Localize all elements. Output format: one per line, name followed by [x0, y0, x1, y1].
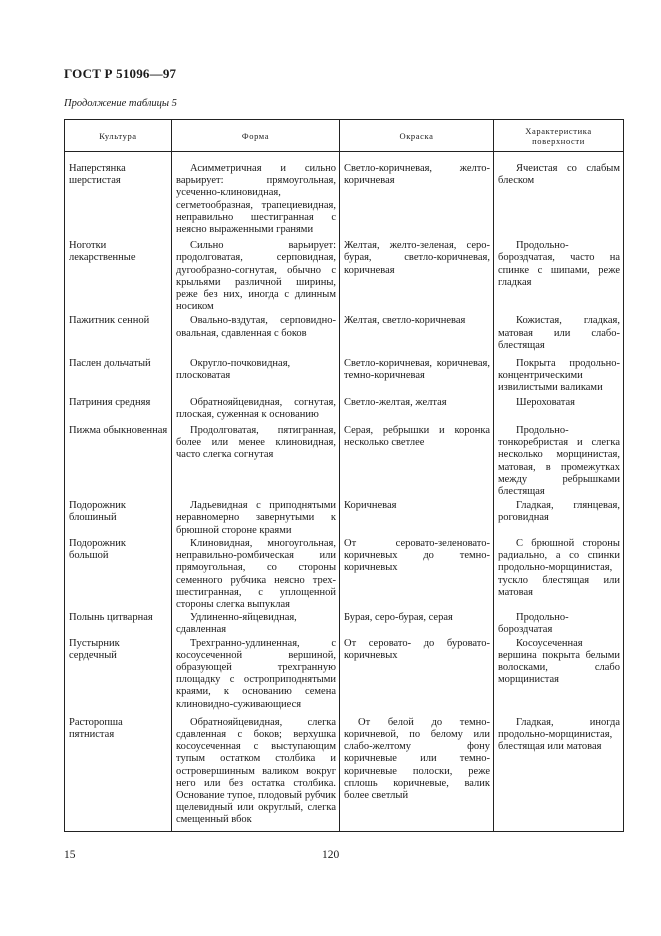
table-row — [65, 313, 624, 352]
cell-culture: Подорожник блошиный — [65, 498, 172, 537]
table-row — [65, 395, 624, 421]
cell-culture: Патриния средняя — [65, 395, 172, 421]
cell-form: Ладьевидная с приподнятыми неравномерно завернутыми к брюшной стороне краями — [176, 500, 336, 536]
cell-culture: Пажитник сенной — [65, 313, 172, 352]
cell-color: Коричневая — [344, 500, 397, 512]
cell-culture: Ноготки лекарственные — [65, 236, 172, 313]
column-header-culture: Культура — [65, 120, 172, 152]
doc-code: ГОСТ Р 51096—97 — [64, 66, 177, 81]
cell-surface: Гладкая, глянцевая, роговидная — [498, 500, 620, 524]
column-header-form: Форма — [172, 120, 340, 152]
cell-form: Обратнояйцевидная, слегка сдавленная с боков; верхушка косоусеченная с выступающим тупым остатком столбика и островершинным валиком вокруг него или без остатка столбика. Основание тупое, плодовый рубчик щелевидный или округлый, слегка смещенный вбок — [176, 716, 336, 826]
cell-color: Светло-желтая, желтая — [344, 396, 447, 408]
cell-culture: Пижма обыкновенная — [65, 421, 172, 498]
column-header-color: Окраска — [340, 120, 494, 152]
table-row — [65, 421, 624, 498]
table-row — [65, 711, 624, 831]
table-row — [65, 537, 624, 611]
cell-culture: Полынь цитварная — [65, 611, 172, 636]
table-row — [65, 352, 624, 395]
cell-color: Желтая, желто-зеленая, серо-бурая, светло-коричневая, коричневая — [344, 240, 490, 276]
cell-surface: Покрыта продольно-концентрическими извилистыми валиками — [498, 358, 620, 394]
cell-surface: Продольно-бороздчатая, часто на спинке с шипами, реже гладкая — [498, 240, 620, 288]
seed-characteristics-table — [64, 119, 624, 832]
cell-color: От серовато- до буровато-коричневых — [344, 637, 490, 661]
table-row — [65, 152, 624, 237]
cell-surface: Шероховатая — [516, 396, 576, 408]
cell-culture: Паслен дольчатый — [65, 352, 172, 395]
cell-form: Овально-вздутая, серповидно-овальная, сдавленная с боков — [176, 315, 336, 339]
cell-form: Сильно варьирует: продолговатая, серповидная, дугообразно-согнутая, обычно с крыльями различной ширины, реже без них, иногда с длинным носиком — [176, 240, 336, 313]
cell-form: Асимметричная и сильно варьирует: прямоугольная, усеченно-клиновидная, сегметообразная, трапециевидная, неправильно шестигранная с неясно выраженными гранями — [176, 163, 336, 236]
cell-form: Трехгранно-удлиненная, с косоусеченной вершиной, образующей трехгранную площадку с остроприподнятыми краями, к основанию семена клиновидно-суживающиеся — [176, 637, 336, 710]
cell-surface: Гладкая, иногда продольно-морщинистая, блестящая или матовая — [498, 716, 620, 753]
cell-surface: С брюшной стороны радиально, а со спинки продольно-морщинистая, тускло блестящая или матовая — [498, 537, 620, 598]
cell-culture: Пустырник сердечный — [65, 637, 172, 711]
cell-culture: Наперстянка шерстистая — [65, 152, 172, 237]
cell-color: Бурая, серо-бурая, серая — [344, 612, 453, 624]
cell-surface: Кожистая, гладкая, матовая или слабо-блестящая — [498, 315, 620, 351]
cell-culture: Расторопша пятнистая — [65, 711, 172, 831]
cell-form: Продолговатая, пятигранная, более или менее клиновидная, часто слегка согнутая — [176, 425, 336, 461]
page-number-left: 15 — [64, 849, 76, 861]
cell-color: Светло-коричневая, коричневая, темно-коричневая — [344, 358, 490, 382]
table-row — [65, 637, 624, 711]
table-row — [65, 498, 624, 537]
cell-form: Клиновидная, многоугольная, неправильно-ромбическая или прямоугольная, со стороны семенного рубчика неясно трех-шестигранная, с уплощенной стороны слегка выпуклая — [176, 537, 336, 610]
cell-surface: Косоусеченная вершина покрыта белыми волосками, слабо морщинистая — [498, 637, 620, 686]
cell-form: Округло-почковидная, плосковатая — [176, 358, 291, 382]
column-header-surface: Характеристика поверхности — [494, 120, 624, 152]
cell-surface: Ячеистая со слабым блеском — [498, 163, 620, 187]
cell-color: Желтая, светло-коричневая — [344, 315, 466, 327]
table-row — [65, 611, 624, 636]
table-header-row — [65, 120, 624, 152]
cell-form: Обратнояйцевидная, согнутая, плоская, суженная к основанию — [176, 396, 336, 420]
cell-color: Серая, ребрышки и коронка несколько светлее — [344, 425, 490, 449]
table-row — [65, 236, 624, 313]
table-continuation-title: Продолжение таблицы 5 — [64, 98, 177, 109]
cell-color: От белой до темно-коричневой, по белому или слабо-желтому фону коричневые или темно-коричневые полоски, реже сплошь коричневые, валик более светлый — [344, 716, 490, 801]
page-number-center: 120 — [322, 849, 340, 861]
cell-color: От серовато-зеленовато-коричневых до темно-коричневых — [344, 537, 490, 574]
cell-surface: Продольно-бороздчатая — [498, 612, 569, 636]
cell-color: Светло-коричневая, желто-коричневая — [344, 163, 490, 187]
cell-form: Удлиненно-яйцевидная, сдавленная — [176, 612, 297, 636]
cell-culture: Подорожник большой — [65, 537, 172, 611]
cell-surface: Продольно-тонкоребристая и слегка несколько морщинистая, матовая, в промежутках между ребрышками блестящая — [498, 425, 620, 498]
